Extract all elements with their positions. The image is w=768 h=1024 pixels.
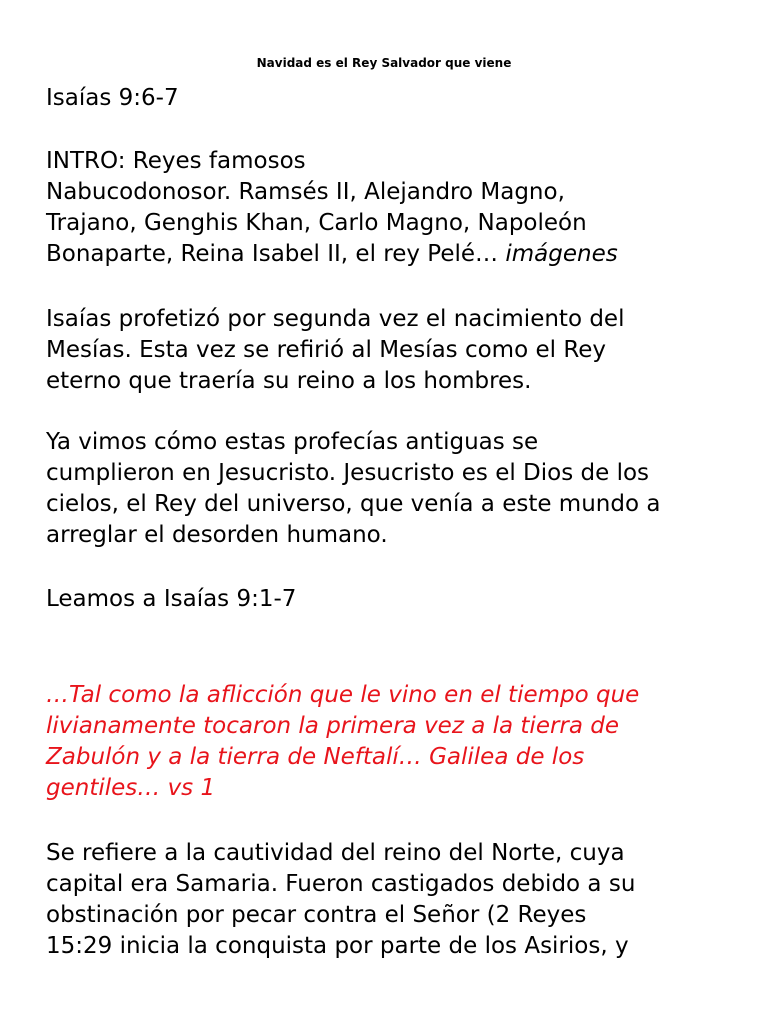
paragraph-line: Ya vimos cómo estas profecías antiguas se	[46, 429, 539, 455]
quote-line: livianamente tocaron la primera vez a la tierra de	[46, 713, 620, 739]
paragraph-line: Mesías. Esta vez se refirió al Mesías como el Rey	[46, 337, 607, 363]
paragraph-line: eterno que traería su reino a los hombres.	[46, 368, 532, 394]
intro-line: Nabucodonosor. Ramsés II, Alejandro Magno,	[46, 179, 565, 205]
paragraph-line: obstinación por pecar contra el Señor (2 Reyes	[46, 902, 587, 928]
intro-images-note: imágenes	[505, 241, 618, 267]
paragraph-line: arreglar el desorden humano.	[46, 522, 388, 548]
paragraph-line: Isaías profetizó por segunda vez el nacimiento del	[46, 306, 625, 332]
intro-line-text: Bonaparte, Reina Isabel II, el rey Pelé…	[46, 241, 506, 267]
paragraph-line: Se refiere a la cautividad del reino del Norte, cuya	[46, 840, 625, 866]
paragraph-line: 15:29 inicia la conquista por parte de los Asirios, y	[46, 933, 629, 959]
paragraph-line: cielos, el Rey del universo, que venía a este mundo a	[46, 491, 661, 517]
reading-reference: Leamos a Isaías 9:1-7	[46, 586, 297, 612]
document-title: Navidad es el Rey Salvador que viene	[256, 56, 512, 70]
intro-heading: INTRO: Reyes famosos	[46, 148, 306, 174]
quote-line: Zabulón y a la tierra de Neftalí… Galilea de los	[46, 744, 585, 770]
quote-line: gentiles… vs 1	[46, 775, 216, 801]
scripture-reference: Isaías 9:6-7	[46, 85, 179, 111]
intro-line	[46, 239, 618, 270]
paragraph-line: capital era Samaria. Fueron castigados debido a su	[46, 871, 636, 897]
paragraph-line: cumplieron en Jesucristo. Jesucristo es el Dios de los	[46, 460, 650, 486]
quote-line: …Tal como la aflicción que le vino en el tiempo que	[46, 682, 640, 708]
intro-line: Trajano, Genghis Khan, Carlo Magno, Napoleón	[46, 210, 587, 236]
